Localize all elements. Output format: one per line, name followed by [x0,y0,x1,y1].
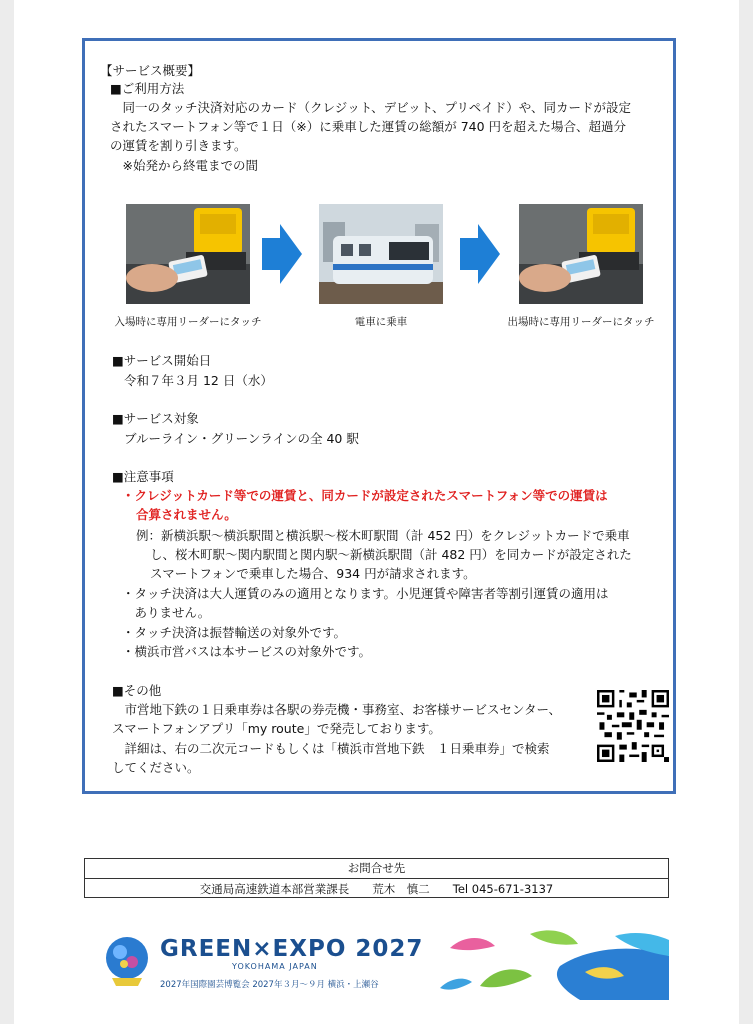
usage-line: されたスマートフォン等で１日（※）に乗車した運賃の総額が 740 円を超えた場合、超過分 [110,119,627,134]
service-target-value: ブルーライン・グリーンラインの全 40 駅 [124,431,359,446]
notes-bullet: ・タッチ決済は大人運賃のみの適用となります。小児運賃や障害者等割引運賃の適用は [122,586,609,601]
notes-heading: ■注意事項 [112,469,174,484]
step-caption-exit: 出場時に専用リーダーにタッチ [507,316,655,328]
expo-mascot-logo [102,934,152,990]
step-caption-ride: 電車に乗車 [354,316,408,328]
expo-title: GREEN×EXPO 2027 [160,936,424,962]
start-date-heading: ■サービス開始日 [112,353,212,368]
usage-line: 同一のタッチ決済対応のカード（クレジット、デビット、プリペイド）や、同カードが設定 [110,100,631,115]
other-line: 詳細は、右の二次元コードもしくは「横浜市営地下鉄 １日乗車券」で検索 [112,741,550,756]
notes-bullet: ありません。 [122,605,211,620]
usage-line: の運賃を割り引きます。 [110,138,247,153]
other-line: 市営地下鉄の１日乗車券は各駅の券売機・事務室、お客様サービスセンター、 [112,702,562,717]
step-caption-entry: 入場時に専用リーダーにタッチ [114,316,262,328]
arrow-right-icon [460,224,500,284]
expo-subtitle: YOKOHAMA JAPAN [232,962,318,971]
start-date-value: 令和７年３月 12 日（水） [124,373,273,388]
notes-bullet: ・タッチ決済は振替輸送の対象外です。 [122,625,347,640]
contact-table [84,858,669,898]
ticket-gate-entry-photo [126,204,250,304]
other-heading: ■その他 [112,683,162,698]
subway-train-photo [319,204,443,304]
service-target-heading: ■サービス対象 [112,411,199,426]
contact-detail: 交通局高速鉄道本部営業課長 荒木 慎二 Tel 045-671-3137 [199,882,554,896]
notes-example-line: し、桜木町駅～関内駅間と関内駅～新横浜駅間（計 482 円）を同カードが設定された [150,547,632,562]
qr-code[interactable] [597,690,669,762]
ticket-gate-exit-photo [519,204,643,304]
notes-bullet: ・横浜市営バスは本サービスの対象外です。 [122,644,372,659]
notes-warning-line: ・クレジットカード等での運賃と、同カードが設定されたスマートフォン等での運賃は [122,488,608,503]
notes-example-line: 例：新横浜駅～横浜駅間と横浜駅～桜木町駅間（計 452 円）をクレジットカードで乗車 [136,528,630,543]
usage-heading: ■ご利用方法 [110,81,185,96]
other-line: スマートフォンアプリ「my route」で発売しております。 [112,721,441,736]
expo-decoration-graphic [440,926,669,1000]
notes-warning-line: 合算されません。 [136,507,237,522]
overview-heading: 【サービス概要】 [100,63,201,78]
other-line: してください。 [112,760,200,775]
expo-dates: 2027年国際園芸博覧会 2027年３月～９月 横浜・上瀬谷 [160,980,379,990]
usage-note: ※始発から終電までの間 [110,158,258,173]
notes-example-line: スマートフォンで乗車した場合、934 円が請求されます。 [150,566,476,581]
contact-label: お問合せ先 [85,859,668,879]
arrow-right-icon [262,224,302,284]
